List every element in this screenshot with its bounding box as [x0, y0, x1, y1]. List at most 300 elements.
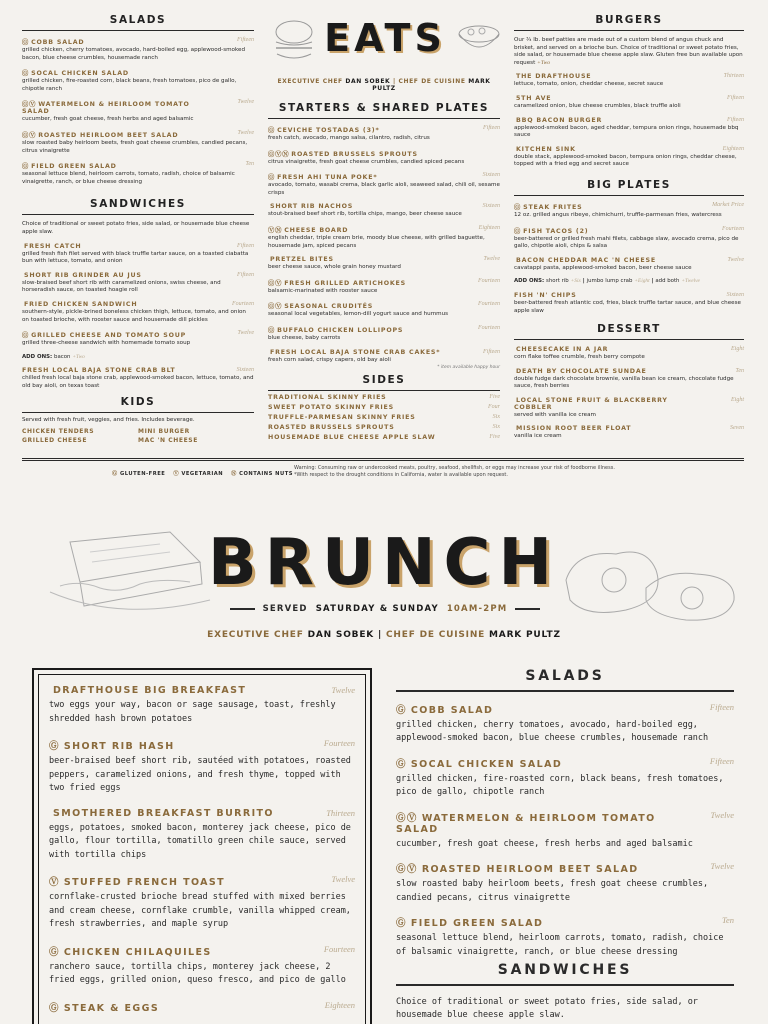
item-description: cavatappi pasta, applewood-smoked bacon, beer cheese sauce: [514, 264, 692, 271]
item-name: [268, 301, 500, 310]
chef-title: CHEF DE CUISINE: [398, 78, 466, 85]
item-name: [514, 397, 744, 411]
item-description: southern-style, pickle-brined boneless chicken thigh, lettuce, tomato, and onion on toasted brioche, with rooster sauce and housemade dill pickles: [22, 308, 246, 323]
menu-item: [22, 330, 254, 348]
item-price: Five: [489, 434, 500, 441]
item-description: balsamic-marinated with rooster sauce: [268, 287, 378, 294]
item-description: grilled chicken, fire-roasted corn, black beans, fresh tomatoes, pico de gallo, chipotle ranch: [396, 773, 724, 797]
item-description: grilled chicken, cherry tomatoes, avocado, hard-boiled egg, applewood-smoked bacon, blue cheese crumbles, housemade ranch: [22, 47, 246, 61]
happy-hour-footnote: * item available happy hour: [437, 365, 500, 371]
gluten-free-bun-price: +Two: [537, 59, 551, 66]
item-name-text: DEATH BY CHOCOLATE SUNDAE: [516, 367, 647, 375]
divider: [230, 608, 255, 610]
item-name: [514, 257, 744, 264]
item-description: fresh catch, avocado, mango salsa, cilantro, radish, citrus: [268, 135, 430, 141]
item-price: Four: [488, 404, 500, 411]
item-name-text: CHICKEN CHILAQUILES: [63, 946, 212, 958]
divider: [268, 390, 500, 391]
item-price: Fifteen: [727, 94, 744, 101]
chef-title: EXECUTIVE CHEF: [207, 630, 304, 640]
diet-tag-icon: ⒼⓋ: [22, 131, 37, 139]
item-price: Eighteen: [722, 145, 744, 152]
addon-label: ADD ONS:: [514, 278, 545, 285]
divider: [396, 690, 734, 692]
item-description: seasonal local vegetables, lemon-dill yogurt sauce and hummus: [268, 311, 449, 318]
eats-logo: [300, 14, 470, 62]
item-name-text: SHORT RIB GRINDER AU JUS: [24, 271, 142, 279]
item-name: [268, 149, 500, 158]
brunch-salads-title: SALADS: [525, 668, 605, 684]
diet-tag-icon: Ⓖ: [396, 704, 407, 716]
item-name-text: SHORT RIB HASH: [63, 741, 175, 752]
kids-item: GRILLED CHEESE: [22, 437, 88, 445]
menu-item: [514, 257, 744, 273]
diet-tag-icon: Ⓥ: [49, 877, 60, 888]
brunch-sandwiches-title: SANDWICHES: [497, 962, 633, 978]
item-name: [514, 368, 744, 375]
side-item: [268, 394, 500, 401]
item-price: Six: [492, 424, 500, 431]
menu-item: [514, 73, 744, 89]
diet-tag-icon: ⒼⓋ: [396, 812, 418, 824]
item-price: Fourteen: [478, 301, 500, 308]
dessert-title: DESSERT: [597, 323, 661, 336]
item-name-text: GRILLED CHEESE AND TOMATO SOUP: [31, 332, 187, 340]
item-name-text: FISH TACOS (2): [523, 227, 589, 235]
burgers-intro-text: Our ¾ lb. beef patties are made out of a custom blend of angus chuck and brisket, and served on a brioche bun. Choice of traditional or sweet potato fries, side salad, or housemade blue cheese apple slaw. Gluten free bun available upon request: [514, 37, 743, 66]
item-name-text: CHEESE BOARD: [284, 226, 349, 234]
menu-item: [22, 367, 254, 390]
item-price: Twelve: [331, 685, 355, 695]
big-plates-list: [514, 202, 744, 272]
item-name: [22, 272, 254, 279]
menu-item: [22, 301, 254, 324]
item-price: Fifteen: [709, 701, 734, 712]
item-description: beer-braised beef short rib, sautéed with potatoes, roasted peppers, caramelized onions, and fresh thyme, topped with two fried eggs: [49, 756, 351, 793]
brunch-specials-box: [32, 668, 372, 1024]
diet-tag-icon: ⒼⓋⓃ: [268, 150, 290, 158]
kids-item: MINI BURGER: [138, 428, 190, 436]
item-name: [22, 99, 254, 115]
item-description: vanilla ice cream: [514, 433, 562, 440]
brunch-specials-list: [38, 674, 366, 1024]
item-name-text: 5TH AVE: [516, 94, 552, 102]
menu-item: [514, 292, 744, 315]
item-name: ROASTED BRUSSELS SPROUTS: [268, 424, 395, 432]
addon-price: +Eight: [634, 278, 650, 285]
divider: [22, 412, 254, 413]
item-price: Twelve: [331, 874, 355, 884]
brunch-sandwiches-section: [396, 962, 734, 1023]
menu-item: [49, 944, 355, 988]
legend-label: VEGETARIAN: [181, 471, 224, 477]
item-name: [22, 301, 254, 308]
item-name-text: CHEESECAKE IN A JAR: [516, 346, 609, 354]
diet-tag-icon: Ⓖ: [22, 70, 30, 78]
item-description: beer-battered fresh atlantic cod, fries, black truffle tartar sauce, and blue cheese apple slaw: [514, 299, 741, 314]
item-description: caramelized onion, blue cheese crumbles, black truffle aioli: [514, 102, 681, 109]
item-price: Fourteen: [478, 277, 500, 284]
item-name-text: COBB SALAD: [410, 704, 494, 716]
chef-line: [268, 78, 500, 92]
diet-tag-icon: Ⓖ: [22, 39, 30, 46]
menu-item: [268, 278, 500, 296]
item-name: [49, 944, 355, 958]
item-name: [22, 161, 254, 170]
served-hours: 10AM-2PM: [446, 604, 508, 614]
item-name: TRADITIONAL SKINNY FRIES: [268, 394, 387, 402]
side-item: [268, 414, 500, 421]
item-name: [396, 861, 734, 875]
menu-item: [268, 301, 500, 319]
dietary-legend: [112, 470, 293, 477]
item-price: Fifteen: [237, 242, 254, 249]
item-name-text: SEASONAL CRUDITÉS: [284, 303, 374, 311]
chef-name: MARK PULTZ: [372, 78, 491, 92]
menu-item: [268, 203, 500, 219]
addon-item: add both: [655, 278, 680, 285]
item-name-text: FRESH AHI TUNA POKE*: [277, 174, 378, 182]
item-name: [514, 73, 744, 80]
item-description: avocado, tomato, wasabi crema, black garlic aioli, seaweed salad, chili oil, sesame crisps: [268, 182, 500, 196]
menu-item: [22, 99, 254, 124]
item-description: grilled three-cheese sandwich with homemade tomato soup: [22, 340, 191, 347]
kids-items: [22, 427, 254, 445]
menu-item: [22, 37, 254, 62]
burgers-list: [514, 73, 744, 169]
menu-item: [268, 256, 500, 272]
chef-name: DAN SOBEK: [307, 630, 375, 640]
item-name-text: ROASTED BRUSSELS SPROUTS: [291, 150, 418, 158]
brunch-sandwiches-intro: Choice of traditional or sweet potato fries, side salad, or housemade blue cheese apple slaw.: [396, 996, 698, 1020]
menu-item: [268, 149, 500, 167]
item-description: ranchero sauce, tortilla chips, monterey jack cheese, 2 fried eggs, grilled onion, queso fresco, and pico de gallo: [49, 961, 346, 985]
item-name: [514, 202, 744, 211]
eats-center-column: [268, 78, 500, 441]
item-price: Twelve: [710, 861, 734, 871]
item-description: chilled fresh local baja stone crab, applewood-smoked bacon, lettuce, tomato, and old bay aioli, on texas toast: [22, 375, 254, 389]
item-price: Fourteen: [323, 943, 355, 954]
diet-tag-icon: Ⓖ: [268, 326, 276, 334]
item-name-text: BUFFALO CHICKEN LOLLIPOPS: [277, 326, 404, 334]
item-name: [268, 203, 500, 210]
burgers-intro: [514, 37, 744, 67]
item-price: Fifteen: [483, 125, 500, 131]
item-name-text: FRESH LOCAL BAJA STONE CRAB CAKES*: [270, 348, 441, 356]
starters-list: [268, 125, 500, 364]
item-name: [268, 125, 500, 134]
item-price: Eighteen: [478, 224, 500, 231]
big-plates-title: BIG PLATES: [587, 178, 671, 191]
chef-title: EXECUTIVE CHEF: [277, 78, 343, 85]
item-name: [514, 346, 744, 353]
separator: |: [374, 630, 387, 640]
item-name-text: FIELD GREEN SALAD: [31, 163, 117, 171]
addon-item: short rib: [546, 278, 569, 285]
sandwiches-title: SANDWICHES: [90, 198, 186, 211]
item-price: Eight: [731, 346, 744, 353]
item-description: beer cheese sauce, whole grain honey mustard: [268, 264, 401, 271]
item-price: Ten: [245, 161, 254, 168]
item-name: [268, 256, 500, 263]
item-name: [22, 130, 254, 139]
item-name-text: MISSION ROOT BEER FLOAT: [516, 425, 632, 433]
diet-tag-icon: Ⓖ: [49, 1002, 60, 1014]
item-name: [22, 37, 254, 46]
item-price: Eight: [731, 396, 744, 403]
diet-tag-icon: Ⓖ: [49, 946, 60, 958]
item-price: Sixteen: [482, 172, 500, 179]
item-name-text: BBQ BACON BURGER: [516, 116, 603, 124]
item-description: seasonal lettuce blend, heirloom carrots, tomato, radish, choice of balsamic vinaigrette, ranch, or blue cheese dressing: [396, 933, 724, 957]
legend-label: GLUTEN-FREE: [120, 471, 166, 477]
addon-price: +Two: [72, 353, 85, 360]
item-name: HOUSEMADE BLUE CHEESE APPLE SLAW: [268, 434, 436, 442]
brunch-served-line: [230, 604, 540, 614]
item-description: grilled chicken, fire-roasted corn, black beans, fresh tomatoes, pico de gallo, chipotle ranch: [22, 78, 237, 92]
item-name-text: FRESH GRILLED ARTICHOKES: [284, 279, 406, 287]
diet-tag-icon: Ⓖ: [22, 332, 30, 340]
item-description: slow roasted baby heirloom beets, fresh goat cheese crumbles, candied pecans, citrus vinaigrette: [396, 879, 709, 903]
item-name-text: THE DRAFTHOUSE: [516, 73, 592, 81]
item-name-text: KITCHEN SINK: [516, 145, 576, 153]
brunch-salads-section: [396, 668, 734, 959]
item-price: Five: [489, 394, 500, 401]
item-price: Thirteen: [723, 73, 744, 80]
item-price: Twelve: [710, 809, 734, 820]
item-name-text: COBB SALAD: [31, 39, 85, 46]
item-description: cucumber, fresh goat cheese, fresh herbs and aged balsamic: [396, 838, 693, 849]
item-description: cornflake-crusted brioche bread stuffed with mixed berries and cream cheese, cornflake crumble, vanilla whipped cream, fresh strawberries, and maple syrup: [49, 892, 351, 929]
item-name: [396, 702, 734, 716]
side-item: [268, 404, 500, 411]
item-description: served with vanilla ice cream: [514, 411, 596, 418]
burger-illustration-icon: [272, 18, 316, 64]
item-price: Fifteen: [709, 755, 734, 766]
item-name: [49, 874, 355, 888]
menu-item: [49, 738, 355, 796]
sandwiches-intro: Choice of traditional or sweet potato fries, side salad, or housemade blue cheese apple slaw.: [22, 221, 250, 235]
kids-intro: Served with fresh fruit, veggies, and fries. Includes beverage.: [22, 417, 195, 424]
menu-item: [514, 425, 744, 441]
item-description: grilled chicken, cherry tomatoes, avocado, hard-boiled egg, applewood-smoked bacon, blue cheese crumbles, housemade ranch: [396, 719, 709, 743]
divider: [22, 214, 254, 215]
big-plates-addons: ADD ONS: short rib +Six | jumbo lump crab +Eight | add both +Twelve: [514, 278, 700, 285]
item-name: [22, 68, 254, 77]
legend-vegetarian: [173, 470, 223, 477]
item-description: cucumber, fresh goat cheese, fresh herbs and aged balsamic: [22, 116, 194, 123]
item-price: Sixteen: [726, 291, 744, 298]
item-price: Ten: [722, 915, 734, 925]
menu-item: [514, 146, 744, 169]
diet-tag-icon: ⒼⓋ: [268, 279, 283, 287]
divider: [22, 458, 744, 459]
sandwich-illustration-icon: [20, 522, 220, 632]
menu-item: [22, 130, 254, 155]
diet-tag-icon: ⓋⓃ: [268, 226, 283, 234]
item-name-text: WATERMELON & HEIRLOOM TOMATO SALAD: [22, 101, 190, 116]
eats-left-column: [22, 14, 254, 445]
drought-note: *With respect to the drought conditions in California, water is available upon request.: [294, 472, 508, 478]
item-name: [514, 117, 744, 124]
divider: [22, 460, 744, 461]
item-price: Twelve: [483, 256, 500, 263]
item-name: [49, 1000, 355, 1014]
menu-item: [49, 874, 355, 932]
item-description: applewood-smoked bacon, aged cheddar, tempura onion rings, housemade bbq sauce: [514, 124, 739, 139]
separator: |: [390, 78, 399, 85]
burgers-title: BURGERS: [595, 14, 663, 26]
item-name: [22, 330, 254, 339]
item-name: [49, 808, 355, 819]
sides-title: SIDES: [362, 374, 406, 387]
item-name-text: DRAFTHOUSE BIG BREAKFAST: [53, 685, 247, 696]
served-label: SERVED: [262, 604, 308, 614]
diet-tag-icon: Ⓖ: [396, 918, 407, 929]
salad-bowl-illustration-icon: [456, 22, 502, 58]
diet-tag-icon: Ⓖ: [22, 163, 30, 171]
warning-text: Warning: Consuming raw or undercooked meats, poultry, seafood, shellfish, or eggs may increase your risk of foodborne illness.: [294, 465, 615, 471]
item-name-text: SOCAL CHICKEN SALAD: [410, 758, 563, 770]
item-name: [396, 756, 734, 770]
item-description: slow roasted baby heirloom beets, fresh goat cheese crumbles, candied pecans, citrus vinaigrette: [22, 139, 248, 154]
menu-item: [268, 172, 500, 197]
menu-item: [22, 272, 254, 295]
item-description: double fudge dark chocolate brownie, vanilla bean ice cream, chocolate fudge sauce, fresh berries: [514, 375, 734, 390]
item-description: grilled fresh fish filet served with black truffle tartar sauce, on a toasted ciabatta bun with lettuce, tomato, and onion: [22, 250, 249, 265]
item-price: Fifteen: [237, 271, 254, 278]
menu-item: [514, 346, 744, 362]
item-price: Fourteen: [323, 738, 355, 748]
item-name: [268, 225, 500, 234]
item-name: [396, 915, 734, 929]
item-description: double stack, applewood-smoked bacon, tempura onion rings, cheddar cheese, topped with a fried egg and secret sauce: [514, 153, 737, 168]
diet-tag-icon: ⒼⓋ: [396, 864, 418, 875]
item-price: Seven: [730, 425, 744, 432]
divider: [514, 30, 744, 31]
brunch-logo-text: BRUNCH: [207, 526, 561, 600]
item-name-text: SOCAL CHICKEN SALAD: [31, 70, 129, 78]
addon-price: +Six: [570, 278, 581, 285]
item-price: Thirteen: [326, 807, 355, 818]
item-name: FISH 'N' CHIPS: [514, 291, 577, 299]
item-price: Fifteen: [237, 37, 254, 43]
item-name-text: STUFFED FRENCH TOAST: [63, 877, 226, 888]
menu-item: [49, 1000, 355, 1014]
menu-item: [268, 349, 500, 365]
item-name-text: SHORT RIB NACHOS: [270, 203, 354, 211]
item-price: Fifteen: [483, 348, 500, 355]
addon-price: +Twelve: [681, 278, 700, 285]
item-name: [49, 738, 355, 752]
legend-gluten-free: [112, 470, 165, 477]
served-days: SATURDAY & SUNDAY: [315, 604, 439, 614]
menu-item: [268, 125, 500, 143]
menu-item: [268, 325, 500, 343]
item-description: english cheddar, triple cream brie, moody blue cheese, with grilled baguette, housemade jam, spiced pecans: [268, 234, 485, 249]
dessert-list: [514, 346, 744, 441]
item-name: [268, 325, 500, 334]
item-name-text: STEAK FRITES: [523, 203, 583, 211]
brunch-logo: [207, 526, 561, 600]
kids-item: MAC 'N CHEESE: [138, 437, 198, 445]
eats-right-column: [514, 14, 744, 441]
item-name-text: SMOTHERED BREAKFAST BURRITO: [53, 807, 274, 819]
item-price: Market Price: [712, 201, 744, 208]
eats-logo-text: EATS: [324, 16, 446, 60]
nuts-icon: Ⓝ: [231, 471, 237, 477]
diet-tag-icon: ⒼⓋ: [22, 101, 37, 109]
item-name-text: FRIED CHICKEN SANDWICH: [24, 300, 138, 308]
menu-item: [396, 861, 734, 905]
item-price: Six: [492, 414, 500, 421]
chef-title: CHEF DE CUISINE: [386, 630, 486, 640]
diet-tag-icon: Ⓖ: [514, 203, 522, 211]
divider: [396, 984, 734, 986]
item-description: slow-braised beef short rib with caramelized onions, swiss cheese, and horseradish sauce, on toasted hoagie roll: [22, 279, 221, 294]
diet-tag-icon: Ⓖ: [396, 758, 407, 770]
item-price: Twelve: [237, 129, 254, 136]
item-price: Fourteen: [722, 225, 744, 232]
item-description: 12 oz. grilled angus ribeye, chimichurri, truffle-parmesan fries, watercress: [514, 211, 722, 218]
item-name-text: ROASTED HEIRLOOM BEET SALAD: [421, 864, 639, 875]
sandwich-addons: [22, 354, 254, 362]
item-name-text: WATERMELON & HEIRLOOM TOMATO SALAD: [396, 812, 656, 835]
menu-item: [396, 915, 734, 959]
menu-item: [514, 397, 744, 420]
item-name: [49, 685, 355, 696]
side-item: [268, 424, 500, 431]
sides-list: [268, 394, 500, 441]
menu-item: [396, 756, 734, 800]
item-name: FRESH LOCAL BAJA STONE CRAB BLT: [22, 367, 176, 375]
menu-item: [22, 243, 254, 266]
item-description: corn flake toffee crumble, fresh berry compote: [514, 354, 645, 361]
menu-item: [22, 161, 254, 186]
diet-tag-icon: Ⓖ: [268, 127, 276, 134]
item-name: TRUFFLE-PARMESAN SKINNY FRIES: [268, 414, 416, 422]
chef-name: DAN SOBEK: [345, 78, 391, 85]
item-name-text: FRESH CATCH: [24, 242, 82, 250]
item-name-text: ROASTED HEIRLOOM BEET SALAD: [38, 131, 179, 139]
item-name-text: LOCAL STONE FRUIT & BLACKBERRY COBBLER: [514, 396, 668, 411]
item-name: [514, 425, 744, 432]
item-name: SWEET POTATO SKINNY FRIES: [268, 404, 394, 412]
legend-label: CONTAINS NUTS: [239, 471, 293, 477]
item-price: Twelve: [237, 330, 254, 337]
diet-tag-icon: Ⓖ: [49, 741, 60, 752]
item-name: [514, 226, 744, 235]
vegetarian-icon: Ⓥ: [173, 471, 180, 477]
brunch-salads-list: [396, 702, 734, 960]
legend-nuts: [231, 470, 293, 477]
item-name: [268, 349, 500, 356]
item-price: Fourteen: [232, 300, 254, 307]
divider: [268, 118, 500, 119]
health-warning: [294, 465, 714, 479]
salads-list: [22, 37, 254, 186]
item-description: stout-braised beef short rib, tortilla chips, mango, beer cheese sauce: [268, 211, 462, 218]
gluten-free-icon: Ⓖ: [112, 471, 118, 477]
menu-item: [514, 226, 744, 251]
kids-item: CHICKEN TENDERS: [22, 428, 95, 436]
side-item: [268, 434, 500, 441]
menu-item: [49, 685, 355, 726]
addon-label: ADD ONS:: [22, 353, 53, 360]
item-name: [22, 243, 254, 250]
item-name-text: STEAK & EGGS: [63, 1002, 160, 1014]
divider: [514, 339, 744, 340]
